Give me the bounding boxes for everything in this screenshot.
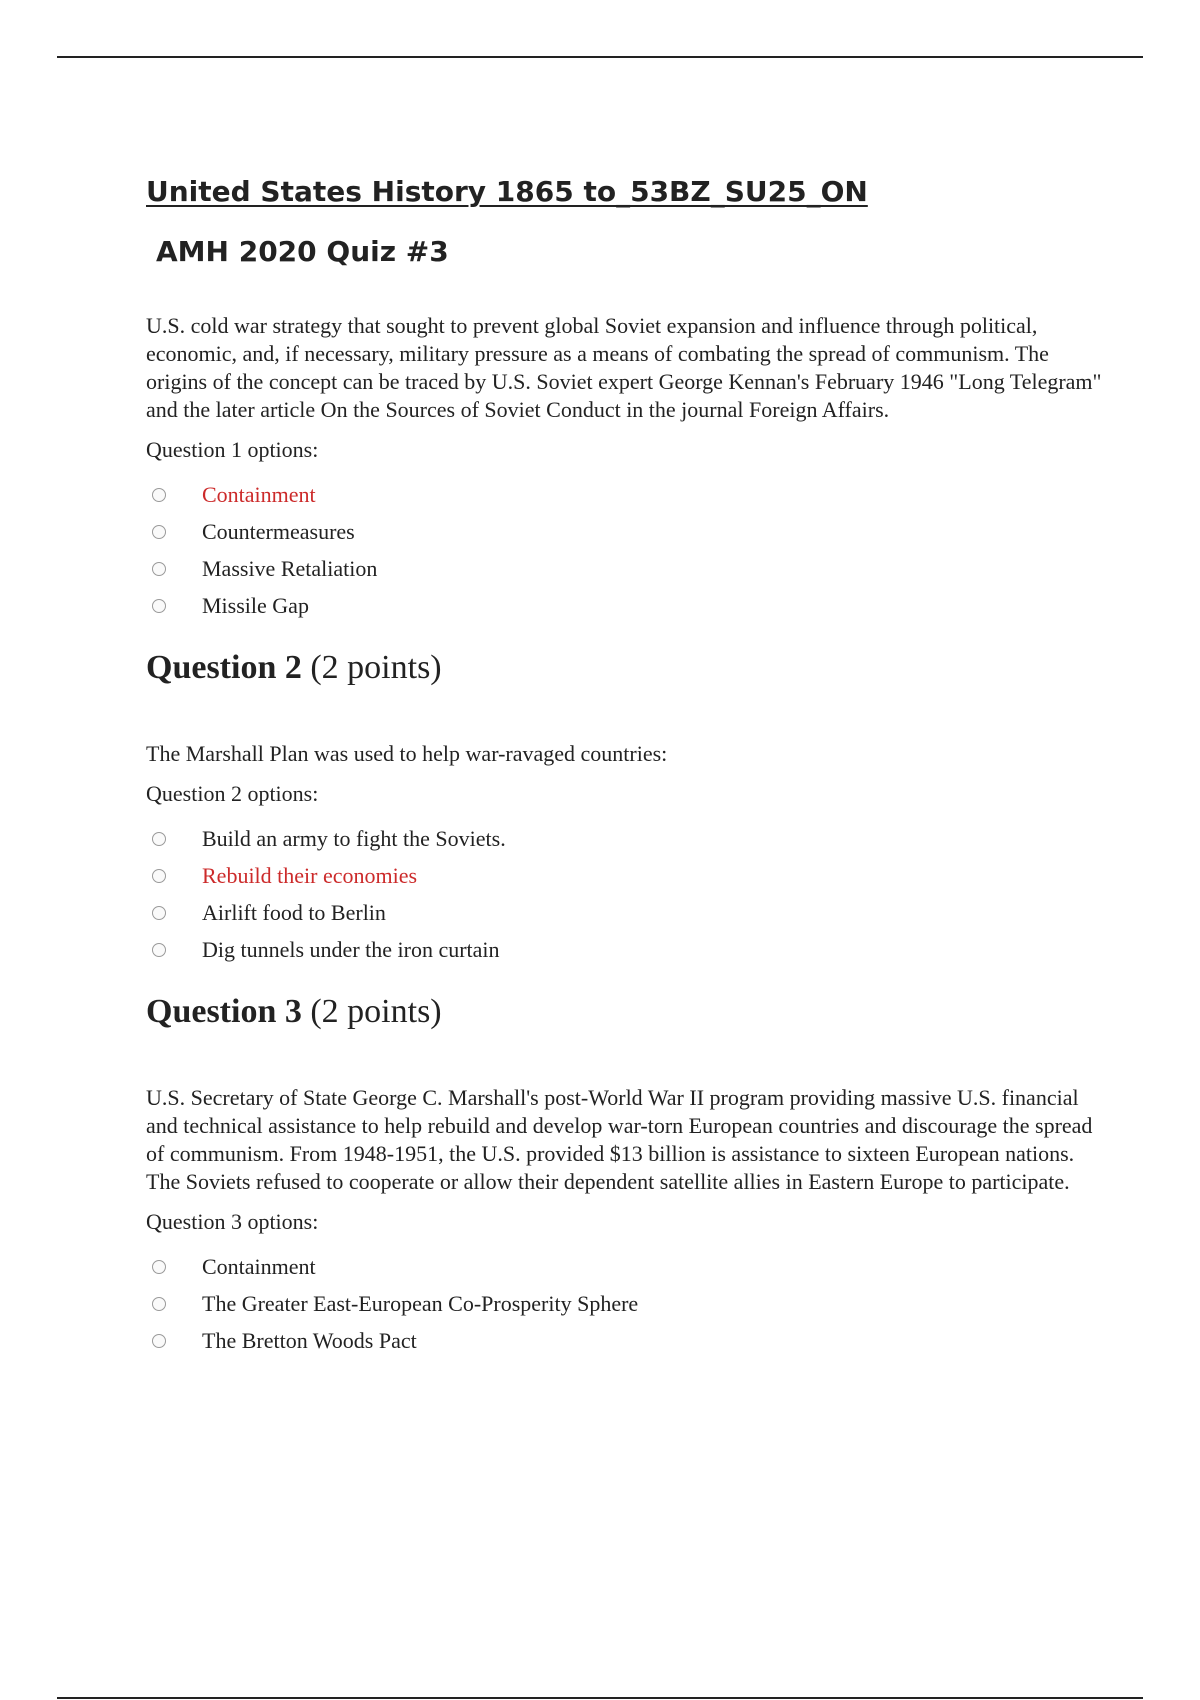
option-label[interactable]: Airlift food to Berlin [202,899,386,925]
question-3-option-2[interactable] [146,1285,1106,1322]
radio-button-icon[interactable] [152,1260,166,1274]
top-rule [57,56,1143,58]
radio-button-icon[interactable] [152,869,166,883]
radio-button-icon[interactable] [152,1334,166,1348]
question-1-option-1[interactable] [146,476,1106,513]
question-points: (2 points) [310,993,442,1030]
question-number: Question 2 [146,649,302,686]
radio-button-icon[interactable] [152,488,166,502]
question-2-header [146,646,1106,690]
question-2-option-3[interactable] [146,894,1106,931]
question-1-option-4[interactable] [146,587,1106,624]
question-number: Question 3 [146,993,302,1030]
question-1-text: U.S. cold war strategy that sought to prevent global Soviet expansion and influence through political, economic, and, if necessary, military pressure as a means of combating the spread of communism. The origins of the concept can be traced by U.S. Soviet expert George Kennan's February 1946 "Long Telegram" and the later article On the Sources of Soviet Conduct in the journal Foreign Affairs. [146,313,1102,422]
option-label[interactable]: Countermeasures [202,518,355,544]
question-3-options [146,1248,1106,1359]
option-label[interactable]: The Greater East-European Co-Prosperity Sphere [202,1290,639,1316]
option-label[interactable]: The Bretton Woods Pact [202,1327,417,1353]
option-label[interactable]: Build an army to fight the Soviets. [202,825,506,851]
question-1-option-3[interactable] [146,550,1106,587]
question-1 [146,312,1106,624]
radio-button-icon[interactable] [152,1297,166,1311]
question-3-text: U.S. Secretary of State George C. Marshall's post-World War II program providing massive U.S. financial and technical assistance to help rebuild and develop war-torn European countries and discourage the spread of communism. From 1948-1951, the U.S. provided $13 billion is assistance to sixteen European nations. The Soviets refused to cooperate or allow their dependent satellite allies in Eastern Europe to participate. [146,1085,1093,1194]
question-2 [146,646,1106,968]
question-1-option-2[interactable] [146,513,1106,550]
question-2-text: The Marshall Plan was used to help war-ravaged countries: [146,741,668,766]
question-2-options [146,820,1106,968]
course-title: United States History 1865 to_53BZ_SU25_ON [146,175,868,208]
question-3-option-1[interactable] [146,1248,1106,1285]
radio-button-icon[interactable] [152,943,166,957]
option-label[interactable]: Containment [202,481,316,507]
radio-button-icon[interactable] [152,906,166,920]
question-1-options-label: Question 1 options: [146,437,319,462]
bottom-rule [57,1697,1143,1699]
quiz-title: AMH 2020 Quiz #3 [156,235,449,268]
question-3-header [146,990,1106,1034]
question-2-option-4[interactable] [146,931,1106,968]
question-points: (2 points) [310,649,442,686]
radio-button-icon[interactable] [152,599,166,613]
question-3-options-label: Question 3 options: [146,1209,319,1234]
radio-button-icon[interactable] [152,562,166,576]
question-3 [146,990,1106,1359]
option-label[interactable]: Massive Retaliation [202,555,378,581]
option-label[interactable]: Containment [202,1253,316,1279]
question-2-option-1[interactable] [146,820,1106,857]
question-2-option-2[interactable] [146,857,1106,894]
option-label[interactable]: Missile Gap [202,592,309,618]
radio-button-icon[interactable] [152,525,166,539]
question-1-options [146,476,1106,624]
radio-button-icon[interactable] [152,832,166,846]
question-3-option-3[interactable] [146,1322,1106,1359]
quiz-page [146,172,1106,1359]
option-label[interactable]: Rebuild their economies [202,862,418,888]
question-2-options-label: Question 2 options: [146,781,319,806]
option-label[interactable]: Dig tunnels under the iron curtain [202,936,500,962]
